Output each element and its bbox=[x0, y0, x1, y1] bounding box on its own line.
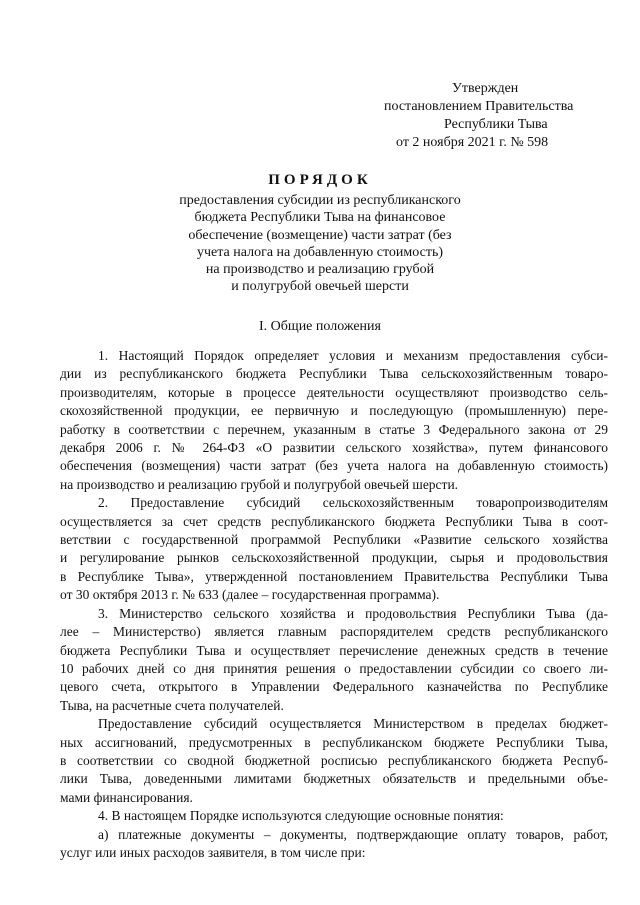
paragraph-line: Предоставление субсидий осуществляется Министерством в пределах бюджет- bbox=[98, 716, 608, 732]
paragraph bbox=[60, 605, 608, 715]
paragraph-line: ных ассигнований, предусмотренных в республиканском бюджете Республики Тыва, bbox=[60, 734, 608, 750]
paragraph-line: Тыва, на расчетные счета получателей. bbox=[60, 697, 284, 713]
paragraph-line: ветствии с государственной программой Республики «Развитие сельского хозяйства bbox=[60, 532, 608, 548]
paragraph-line: а) платежные документы – документы, подтверждающие оплату товаров, работ, bbox=[98, 826, 608, 842]
paragraph-line: мами финансирования. bbox=[60, 789, 193, 805]
paragraph bbox=[60, 347, 608, 494]
paragraph-line: осуществляется за счет средств республиканского бюджета Республики Тыва в соот- bbox=[60, 513, 608, 529]
paragraph-line: обеспечения (возмещения) части затрат (без учета налога на добавленную стоимость) bbox=[60, 458, 608, 474]
paragraph-line: 1. Настоящий Порядок определяет условия и механизм предоставления субси- bbox=[98, 348, 608, 363]
paragraph-line: 10 рабочих дней со дня принятия решения о предоставлении субсидии со своего ли- bbox=[60, 660, 608, 676]
paragraph bbox=[60, 807, 608, 825]
approval-line-2: постановлением Правительства bbox=[384, 99, 574, 114]
paragraph-line: от 30 октября 2013 г. № 633 (далее – государственная программа). bbox=[60, 587, 440, 603]
approval-line-1: Утвержден bbox=[452, 81, 519, 96]
paragraph-line: лики Тыва, доведенными лимитами бюджетных обязательств и предельными объе- bbox=[60, 771, 608, 787]
paragraph-line: и регулирование рынков сельскохозяйственной продукции, сырья и продовольствия bbox=[60, 550, 608, 566]
paragraph-line: услуг или иных расходов заявителя, в том числе при: bbox=[60, 844, 366, 860]
paragraph-line: цевого счета, открытого в Управлении Федерального казначейства по Республике bbox=[60, 679, 608, 695]
paragraph-line: дии из республиканского бюджета Республики Тыва сельскохозяйственным товаро- bbox=[60, 366, 608, 382]
paragraph-line: декабря 2006 г. № 264-ФЗ «О развитии сельского хозяйства», путем финансового bbox=[60, 440, 608, 456]
paragraph bbox=[60, 826, 608, 863]
section-heading: I. Общие положения bbox=[259, 319, 381, 334]
subtitle-line: обеспечение (возмещение) части затрат (без bbox=[188, 227, 452, 243]
paragraph-line: бюджета Республики Тыва и осуществляет перечисление денежных средств в течение bbox=[60, 642, 608, 658]
paragraph bbox=[60, 715, 608, 807]
paragraph-line: скохозяйственной продукции, ее первичную и последующую (промышленную) пере- bbox=[60, 403, 608, 419]
subtitle-line: и полугрубой овечьей шерсти bbox=[231, 279, 409, 295]
paragraph-line: лее – Министерство) является главным распорядителем средств республиканского bbox=[60, 624, 608, 640]
paragraph-line: в соответствии со сводной бюджетной росписью республиканского бюджета Респуб- bbox=[60, 752, 608, 768]
paragraph-line: работку в соответствии с перечнем, указанным в статье 3 Федерального закона от 29 bbox=[60, 421, 608, 437]
document-body bbox=[60, 347, 608, 862]
subtitle-line: на производство и реализацию грубой bbox=[205, 262, 435, 278]
document-subtitle bbox=[60, 192, 580, 296]
subtitle-line: учета налога на добавленную стоимость) bbox=[197, 244, 443, 260]
approval-stamp bbox=[370, 80, 610, 152]
paragraph-line: 2. Предоставление субсидий сельскохозяйственным товаропроизводителям bbox=[98, 495, 608, 511]
paragraph bbox=[60, 494, 608, 604]
approval-line-3: Республики Тыва bbox=[444, 117, 548, 132]
subtitle-line: бюджета Республики Тыва на финансовое bbox=[194, 210, 446, 226]
document-title: ПОРЯДОК bbox=[268, 172, 372, 188]
subtitle-line: предоставления субсидии из республиканского bbox=[179, 193, 461, 208]
paragraph-line: на производство и реализацию грубой и полугрубой овечьей шерсти. bbox=[60, 476, 459, 492]
approval-line-4: от 2 ноября 2021 г. № 598 bbox=[396, 135, 549, 150]
paragraph-line: производителям, которые в процессе деятельности осуществляют производство сель- bbox=[60, 384, 608, 400]
paragraph-line: в Республике Тыва», утвержденной постановлением Правительства Республики Тыва bbox=[60, 568, 608, 584]
paragraph-line: 3. Министерство сельского хозяйства и продовольствия Республики Тыва (да- bbox=[98, 605, 608, 621]
paragraph-line: 4. В настоящем Порядке используются следующие основные понятия: bbox=[98, 808, 504, 824]
